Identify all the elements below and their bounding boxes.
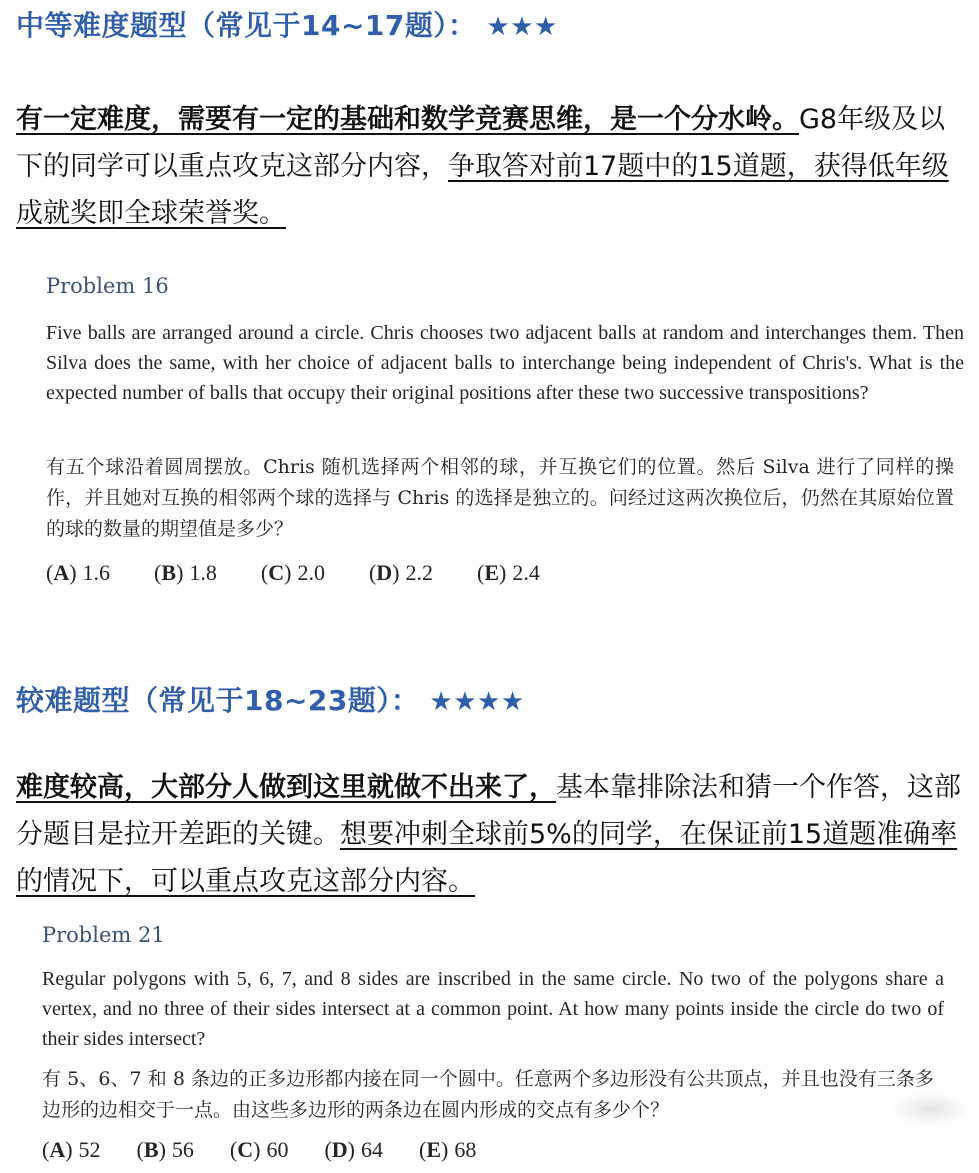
section-description — [16, 96, 966, 237]
section-heading-hard — [16, 679, 525, 719]
answer-choices — [42, 1137, 476, 1163]
choice-value: 1.6 — [82, 560, 111, 585]
choice-a — [46, 560, 110, 586]
choice-b — [154, 560, 217, 586]
choice-letter: ( E ) — [477, 560, 506, 586]
description-normal: G8年级及以下的同学可以重点攻克这部分内容， — [16, 104, 946, 182]
problem-title: Problem 21 — [42, 923, 165, 947]
watermark-smudge — [890, 1092, 970, 1126]
choice-value: 52 — [78, 1137, 101, 1162]
choice-letter: ( B ) — [154, 560, 183, 586]
choice-letter: ( A ) — [42, 1137, 73, 1163]
choice-c — [230, 1137, 289, 1163]
description-bold: 难度较高，大部分人做到这里就做不出来了， — [16, 772, 556, 803]
heading-text: 较难题型（常见于18~23题）： — [16, 684, 420, 717]
choice-letter: ( E ) — [419, 1137, 448, 1163]
difficulty-stars: ★★★★ — [429, 687, 525, 717]
description-normal: 基本靠排除法和猜一个作答，这部分题目是拉开差距的关键。 — [16, 772, 961, 850]
choice-letter: ( D ) — [369, 560, 400, 586]
choice-d — [369, 560, 433, 586]
problem-statement-en: Regular polygons with 5, 6, 7, and 8 sides are inscribed in the same circle. No two of the polygons share a vertex, and no three of their sides intersect at a common point. At how many points inside the circle do two of their sides intersect? — [42, 968, 944, 1050]
problem-statement-zh: 有五个球沿着圆周摆放。Chris 随机选择两个相邻的球，并互换它们的位置。然后 Silva 进行了同样的操作，并且她对互换的相邻两个球的选择与 Chris 的选择是独立的。问经过这两次换位后，仍然在其原始位置的球的数量的期望值是多少？ — [46, 456, 954, 540]
choice-letter: ( C ) — [261, 560, 292, 586]
choice-value: 68 — [454, 1137, 477, 1162]
answer-choices — [46, 560, 540, 586]
choice-value: 1.8 — [189, 560, 217, 585]
section-heading-medium — [16, 4, 558, 44]
choice-a — [42, 1137, 101, 1163]
choice-b — [137, 1137, 194, 1163]
choice-letter: ( B ) — [137, 1137, 166, 1163]
choice-letter: ( A ) — [46, 560, 77, 586]
heading-text: 中等难度题型（常见于14~17题）： — [16, 9, 477, 42]
choice-d — [324, 1137, 383, 1163]
choice-c — [261, 560, 325, 586]
section-description — [16, 764, 966, 905]
choice-e — [477, 560, 540, 586]
choice-value: 2.4 — [512, 560, 540, 585]
choice-value: 2.2 — [405, 560, 433, 585]
choice-e — [419, 1137, 476, 1163]
choice-value: 60 — [266, 1137, 289, 1162]
choice-letter: ( C ) — [230, 1137, 261, 1163]
description-bold: 有一定难度，需要有一定的基础和数学竞赛思维，是一个分水岭。 — [16, 104, 799, 135]
problem-statement-en: Five balls are arranged around a circle. Chris chooses two adjacent balls at random and interchanges them. Then Silva does the same, with her choice of adjacent balls to interchange being independent of Chris's. What is the expected number of balls that occupy their original positions after these two successive transpositions? — [46, 322, 964, 404]
description-underlined: 争取答对前17题中的15道题，获得低年级成就奖即全球荣誉奖。 — [16, 151, 949, 229]
difficulty-stars: ★★★ — [486, 12, 558, 42]
problem-title: Problem 16 — [46, 274, 169, 298]
choice-value: 2.0 — [297, 560, 325, 585]
choice-value: 56 — [171, 1137, 194, 1162]
choice-letter: ( D ) — [324, 1137, 355, 1163]
choice-value: 64 — [360, 1137, 383, 1162]
description-underlined: 想要冲刺全球前5%的同学，在保证前15道题准确率的情况下，可以重点攻克这部分内容。 — [16, 819, 958, 897]
problem-statement-zh: 有 5、6、7 和 8 条边的正多边形都内接在同一个圆中。任意两个多边形没有公共顶点，并且也没有三条多边形的边相交于一点。由这些多边形的两条边在圆内形成的交点有多少个？ — [42, 1068, 934, 1121]
